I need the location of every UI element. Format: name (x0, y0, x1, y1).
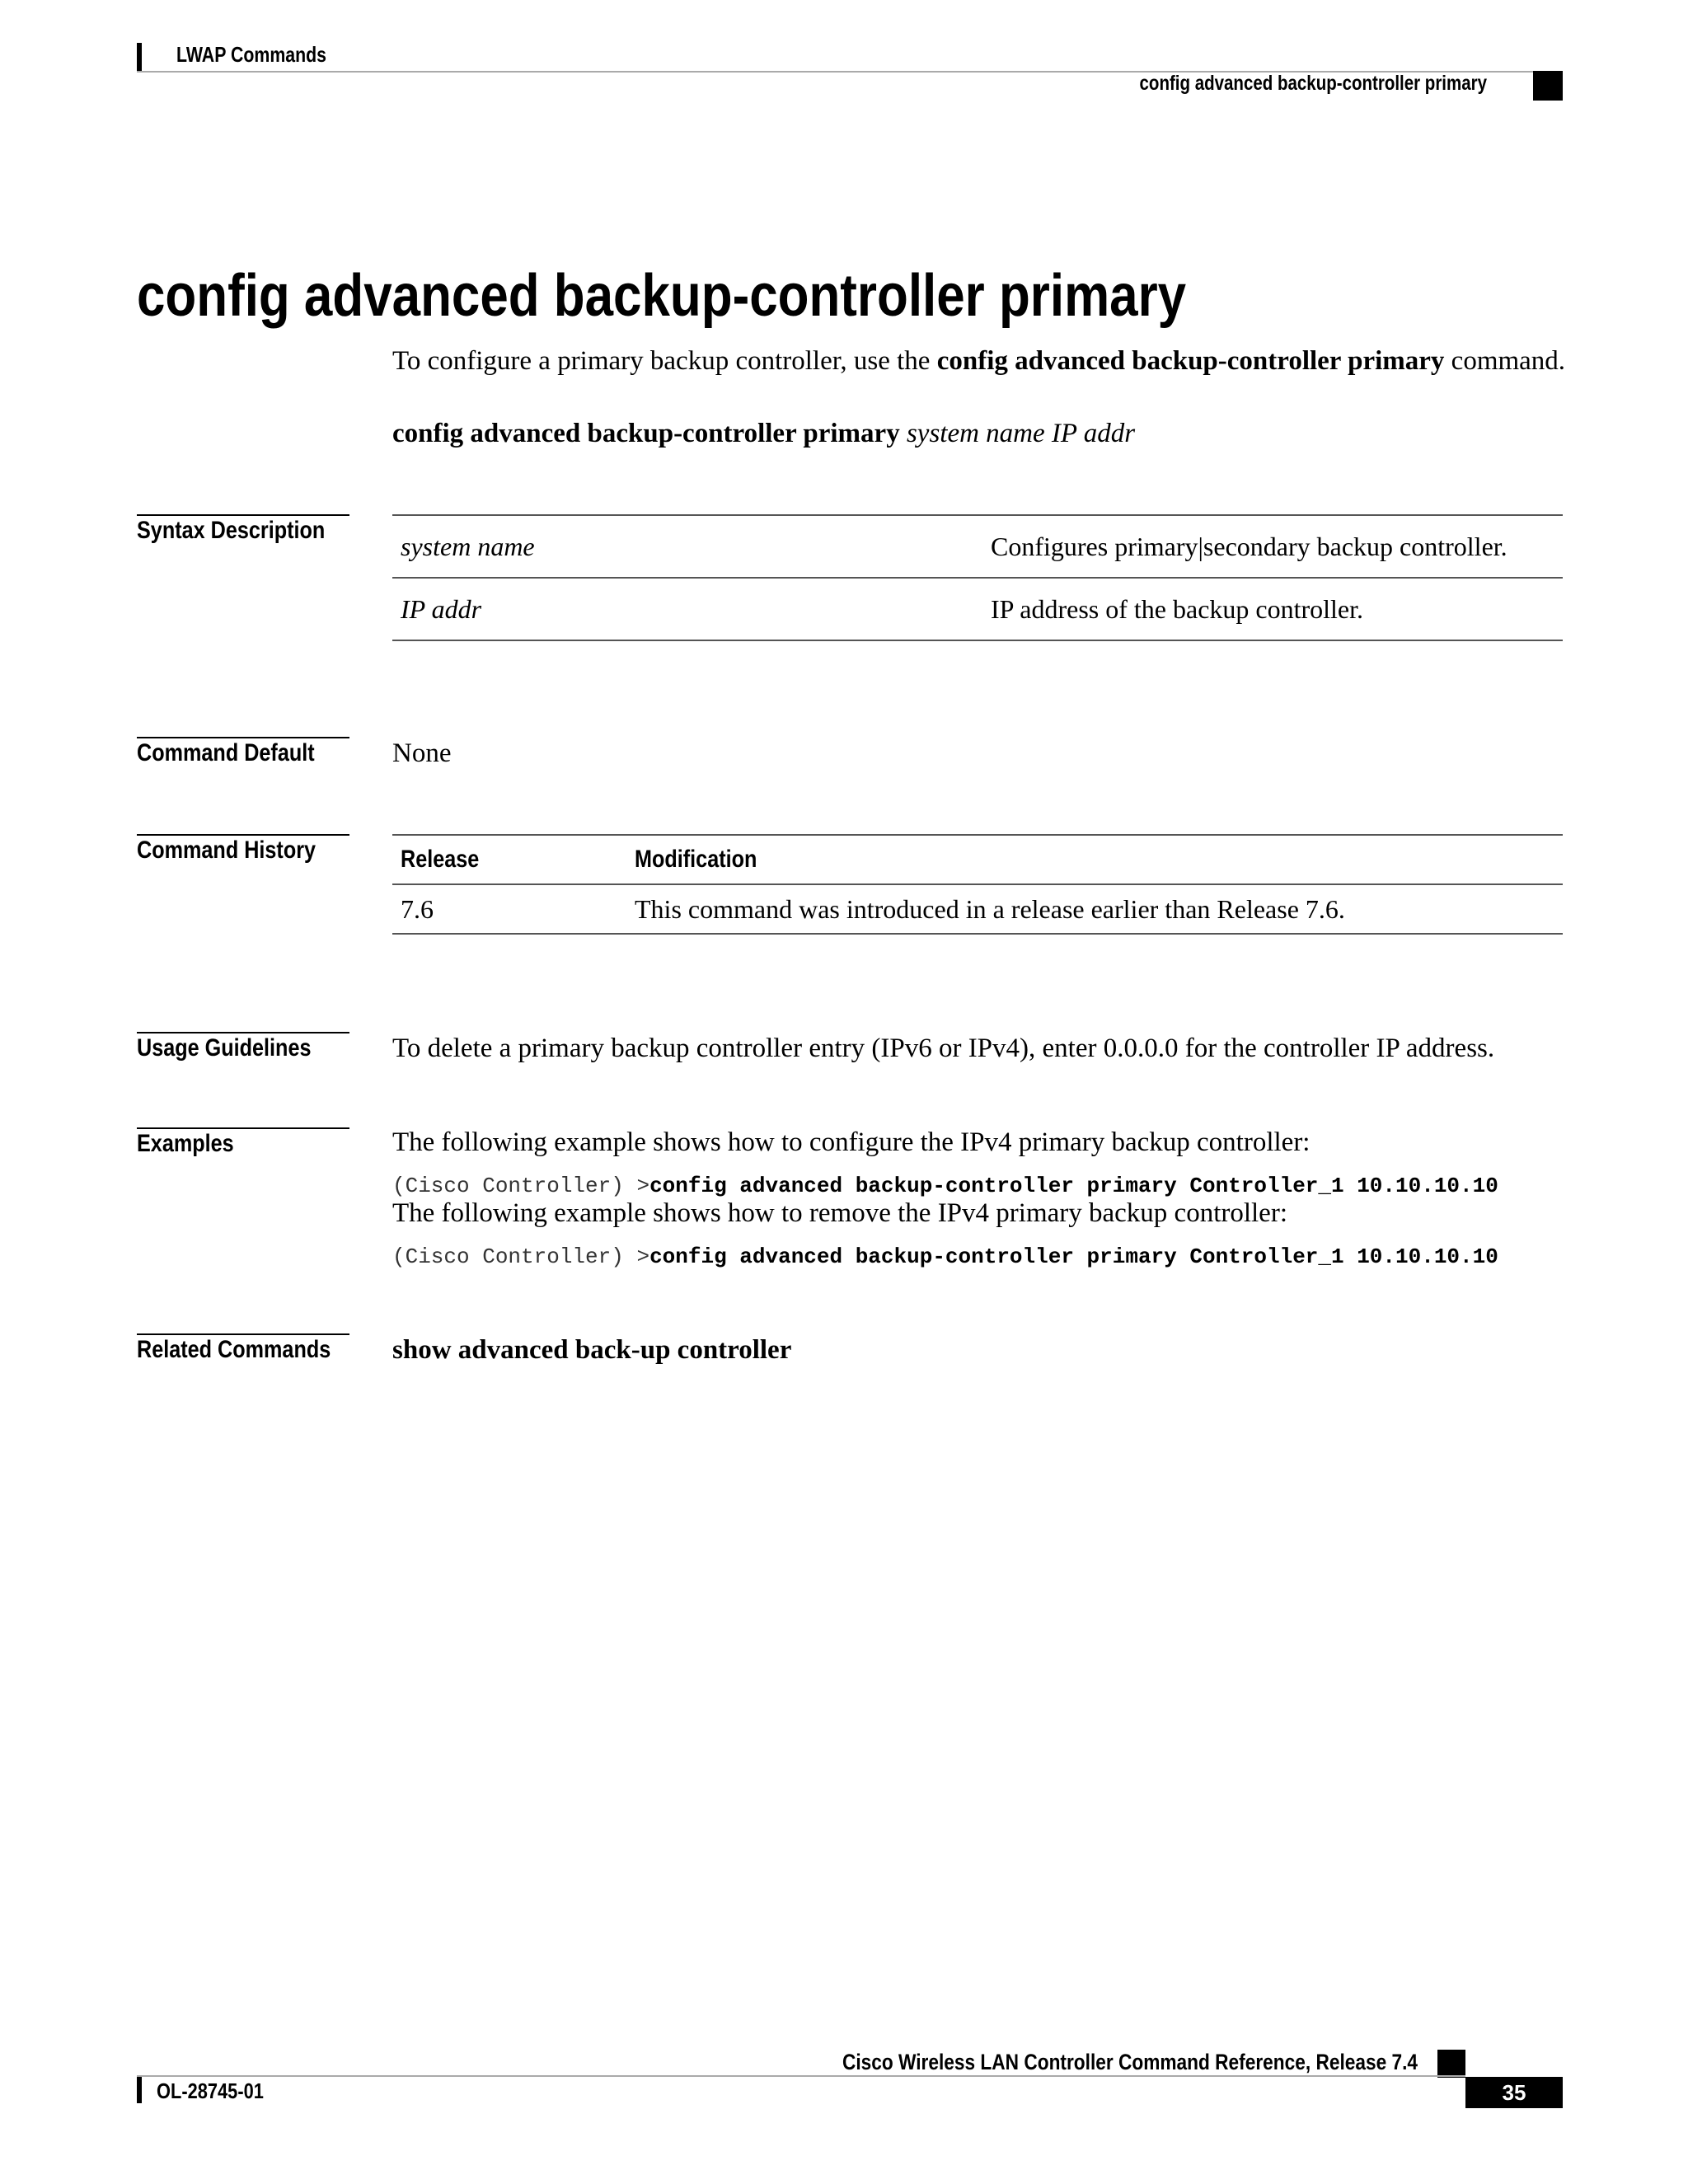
syntax-arg: IP addr (401, 593, 482, 624)
history-modification: This command was introduced in a release earlier than Release 7.6. (635, 893, 1345, 924)
footer-doc-id: OL-28745-01 (157, 2079, 264, 2103)
section-label: Usage Guidelines (137, 1034, 312, 1062)
command-default-value: None (392, 738, 452, 768)
syntax-args: system name IP addr (906, 419, 1136, 448)
section-rule (137, 834, 349, 836)
code-prompt: (Cisco Controller) > (392, 1244, 650, 1269)
history-release: 7.6 (401, 893, 434, 924)
section-label: Examples (137, 1130, 234, 1157)
footer-block (1437, 2050, 1465, 2078)
intro-suffix: command. (1444, 346, 1566, 376)
syntax-line (392, 419, 1135, 449)
footer-bar (137, 2077, 142, 2103)
history-table (392, 834, 1563, 935)
section-label: Related Commands (137, 1336, 331, 1363)
section-usage-guidelines (137, 1032, 349, 1062)
usage-text: To delete a primary backup controller entry (IPv6 or IPv4), enter 0.0.0.0 for the controller IP address. (392, 1033, 1495, 1063)
section-rule (137, 1127, 349, 1129)
section-label: Command History (137, 837, 316, 864)
table-header-row (392, 835, 1563, 884)
section-rule (137, 1032, 349, 1033)
header-block (1533, 71, 1563, 101)
header-section: LWAP Commands (176, 42, 327, 67)
table-row (392, 515, 1563, 578)
syntax-desc: Configures primary|secondary backup controller. (991, 531, 1507, 561)
footer-title: Cisco Wireless LAN Controller Command Reference, Release 7.4 (842, 2050, 1418, 2074)
page-title: config advanced backup-controller primary (137, 263, 1187, 329)
column-header-modification: Modification (635, 846, 757, 873)
table-row (392, 578, 1563, 640)
syntax-arg: system name (401, 531, 535, 561)
section-command-history (137, 834, 349, 865)
intro-command: config advanced backup-controller primary (936, 346, 1445, 376)
code-prompt: (Cisco Controller) > (392, 1174, 650, 1198)
header-bar (137, 43, 142, 71)
page-number-box (1465, 2077, 1563, 2108)
example-2-code (392, 1244, 1498, 1269)
section-rule (137, 1333, 349, 1335)
syntax-desc: IP address of the backup controller. (991, 593, 1364, 624)
section-examples (137, 1127, 349, 1158)
section-command-default (137, 737, 349, 767)
syntax-table (392, 514, 1563, 641)
column-header-release: Release (401, 846, 480, 873)
header-command: config advanced backup-controller primary (1139, 72, 1487, 95)
example-2-text: The following example shows how to remove the IPv4 primary backup controller: (392, 1198, 1287, 1228)
related-command-link[interactable]: show advanced back-up controller (392, 1335, 792, 1365)
section-rule (137, 737, 349, 738)
section-rule (137, 514, 349, 516)
example-1-text: The following example shows how to configure the IPv4 primary backup controller: (392, 1127, 1311, 1157)
footer-rule (137, 2075, 1465, 2077)
section-syntax-description (137, 514, 349, 545)
code-command: config advanced backup-controller primary Controller_1 10.10.10.10 (649, 1244, 1498, 1269)
intro-text (392, 346, 1565, 377)
intro-prefix: To configure a primary backup controller, use the (392, 346, 937, 376)
code-command: config advanced backup-controller primary Controller_1 10.10.10.10 (649, 1174, 1498, 1198)
section-label: Command Default (137, 739, 315, 766)
page-number: 35 (1502, 2080, 1526, 2105)
table-row (392, 884, 1563, 934)
syntax-command: config advanced backup-controller primary (392, 419, 900, 448)
section-label: Syntax Description (137, 517, 326, 544)
example-1-code (392, 1174, 1498, 1198)
section-related-commands (137, 1333, 349, 1364)
